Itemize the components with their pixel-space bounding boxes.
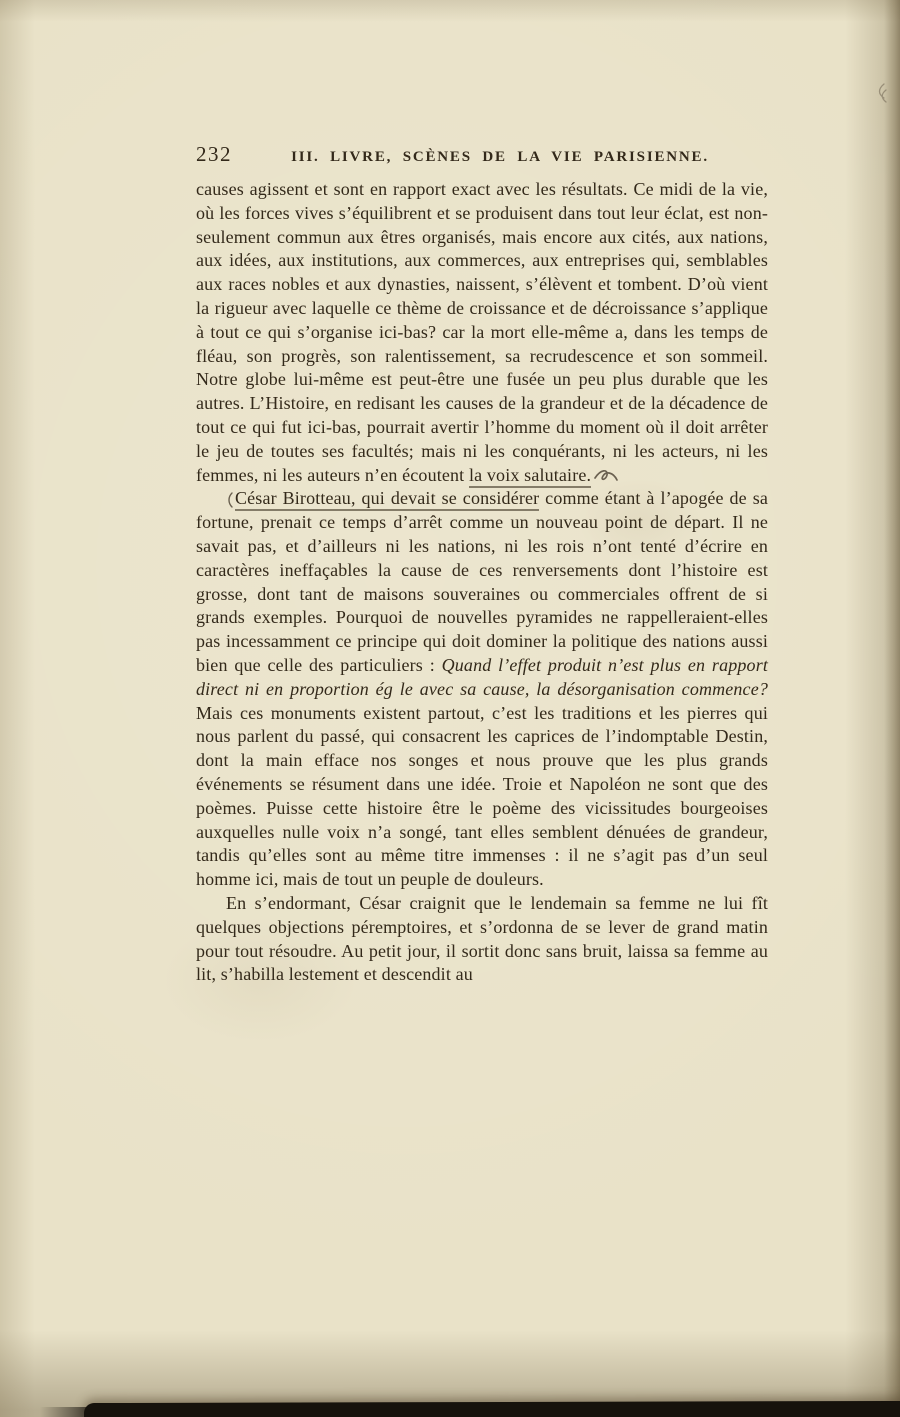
running-header: III. LIVRE, SCÈNES DE LA VIE PARISIENNE. [291, 149, 709, 165]
text-run: En s’endormant, César craignit que le lendemain sa femme ne lui fît quelques objections péremptoires, et s’ordonna de se lever de grand matin pour tout résoudre. Au petit jour, il sortit donc sans bruit, laissa sa femme au lit, s’habilla lestement et descendit au [196, 892, 768, 985]
text-run: causes agissent et sont en rapport exact avec les résultats. Ce midi de la vie, où les forces vives s’équilibrent et se produisent dans tout leur éclat, est non-seulement commun aux êtres organisés, mais encore aux cités, aux nations, aux idées, aux institutions, aux commerces, aux entreprises qui, semblables aux races nobles et aux dynasties, naissent, s’élèvent et tombent. D’où vient la rigueur avec laquelle ce thème de croissance et de décroissance s’applique à tout ce qui s’organise ici-bas? car la mort elle-même a, dans les temps de fléau, son progrès, son ralentissement, sa recrudescence et son sommeil. Notre globe lui-même est peut-être une fusée un peu plus durable que les autres. L’Histoire, en redisant les causes de la grandeur et de la décadence de tout ce qui fut ici-bas, pourrait avertir l’homme du moment où il doit arrêter le jeu de toutes ses facultés; mais ni les conquérants, ni les acteurs, ni les femmes, ni les auteurs n’en écoutent [196, 179, 768, 485]
paragraph-1 [196, 178, 768, 487]
scan-bottom-edge [84, 1401, 900, 1417]
page-text [196, 178, 768, 987]
text-run: Mais ces monuments existent partout, c’est les traditions et les pierres qui nous parlent du passé, qui consacrent les caprices de l’indomptable Destin, dont la main efface nos songes et nous prouve que les plus grands événements se résument dans une idée. Troie et Napoléon ne sont que des poèmes. Puisse cette histoire être le poème des vicissitudes bourgeoises auxquelles nulle voix n’a songé, tant elles semblent dénuées de grandeur, tandis qu’elles sont au même titre immenses : il ne s’agit pas d’un seul homme ici, mais de tout un peuple de douleurs. [196, 702, 768, 890]
paragraph-2 [196, 487, 768, 892]
italic-quote: Quand l’effet produit n’est plus en rapport direct ni en proportion ég le avec sa cause, la désorganisation commence? [196, 654, 768, 699]
text-run: comme étant à l’apogée de sa fortune, prenait ce temps d’arrêt comme un nouveau point de départ. Il ne savait pas, et d’ailleurs ni les nations, ni les rois n’ont tenté d’écrire en caractères ineffaçables la cause de ces renversements dont l’histoire est grosse, dont tant de maisons souveraines ou commerciales offrent de si grands exemples. Pourquoi de nouvelles pyramides ne rappelleraient-elles pas incessamment ce principe qui doit dominer la politique des nations aussi bien que celle des particuliers : [196, 488, 768, 675]
pencil-tick-icon [226, 491, 234, 509]
page-number: 232 [196, 142, 232, 166]
page-header [196, 142, 768, 167]
scan-bottom-edge-fade [40, 1407, 110, 1417]
scan-right-edge-shadow [884, 0, 900, 1417]
pencil-squiggle-icon [593, 467, 619, 485]
paragraph-3 [196, 892, 768, 987]
pencil-underlined-phrase: la voix salutaire. [469, 465, 591, 488]
pencil-underlined-phrase: César Birotteau, qui devait se considérer [235, 488, 539, 511]
